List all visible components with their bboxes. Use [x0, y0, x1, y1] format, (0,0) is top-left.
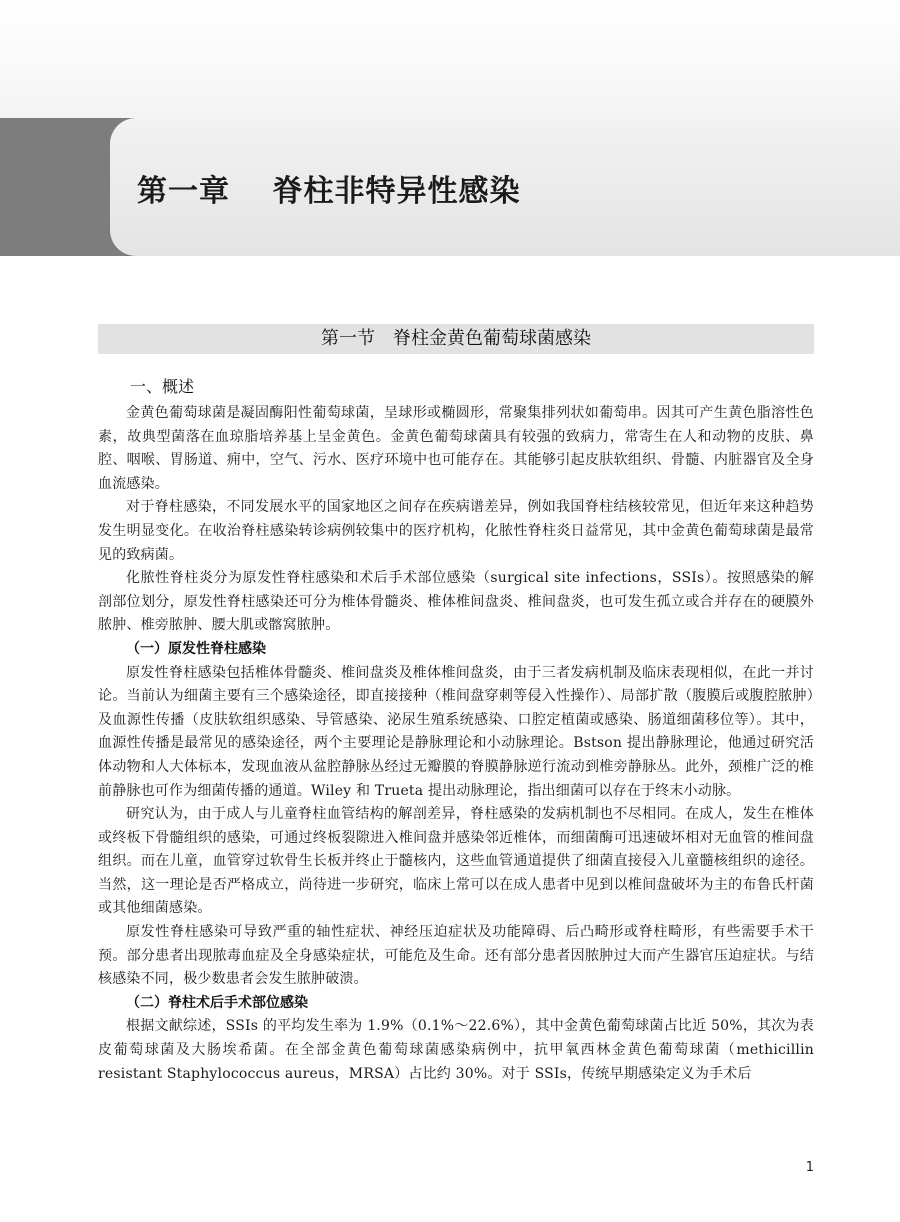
- chapter-title: 第一章 脊柱非特异性感染: [137, 174, 521, 209]
- chapter-banner: [0, 118, 900, 256]
- page-header-background: [0, 0, 900, 118]
- postop-paragraph-1: 根据文献综述，SSIs 的平均发生率为 1.9%（0.1%～22.6%），其中金黄色葡萄球菌占比近 50%，其次为表皮葡萄球菌及大肠埃希菌。在全部金黄色葡萄球菌感染病例中，抗甲氧西林金黄色葡萄球菌（methicillin resistant Staphylococcus aureus，MRSA）占比约 30%。对于 SSIs，传统早期感染定义为手术后: [98, 1018, 814, 1082]
- section-title-bar: [98, 324, 814, 354]
- overview-paragraph-3: 化脓性脊柱炎分为原发性脊柱感染和术后手术部位感染（surgical site infections，SSIs）。按照感染的解剖部位划分，原发性脊柱感染还可分为椎体骨髓炎、椎体椎间盘炎、椎间盘炎，也可发生孤立或合并存在的硬膜外脓肿、椎旁脓肿、腰大肌或髂窝脓肿。: [98, 570, 814, 634]
- primary-paragraph-2: 研究认为，由于成人与儿童脊柱血管结构的解剖差异，脊柱感染的发病机制也不尽相同。在成人，发生在椎体或终板下骨髓组织的感染，可通过终板裂隙进入椎间盘并感染邻近椎体，而细菌酶可迅速破坏相对无血管的椎间盘组织。而在儿童，血管穿过软骨生长板并终止于髓核内，这些血管通道提供了细菌直接侵入儿童髓核组织的途径。当然，这一理论是否严格成立，尚待进一步研究，临床上常可以在成人患者中见到以椎间盘破坏为主的布鲁氏杆菌或其他细菌感染。: [98, 806, 814, 917]
- primary-infection-heading: （一）原发性脊柱感染: [126, 640, 266, 657]
- page-number: 1: [805, 1160, 814, 1175]
- postop-infection-heading: （二）脊柱术后手术部位感染: [126, 994, 308, 1011]
- section-title: 第一节 脊柱金黄色葡萄球菌感染: [321, 328, 591, 349]
- primary-paragraph-1: 原发性脊柱感染包括椎体骨髓炎、椎间盘炎及椎体椎间盘炎，由于三者发病机制及临床表现相似，在此一并讨论。当前认为细菌主要有三个感染途径，即直接接种（椎间盘穿刺等侵入性操作）、局部扩散（腹膜后或腹腔脓肿）及血源性传播（皮肤软组织感染、导管感染、泌尿生殖系统感染、口腔定植菌或感染、肠道细菌移位等）。其中，血源性传播是最常见的感染途径，两个主要理论是静脉理论和小动脉理论。Bstson 提出静脉理论，他通过研究活体动物和人大体标本，发现血液从盆腔静脉丛经过无瓣膜的脊膜静脉逆行流动到椎旁静脉丛。此外，颈椎广泛的椎前静脉也可作为细菌传播的通道。Wiley 和 Trueta 提出动脉理论，指出细菌可以存在于终末小动脉。: [98, 664, 814, 799]
- primary-paragraph-3: 原发性脊柱感染可导致严重的轴性症状、神经压迫症状及功能障碍、后凸畸形或脊柱畸形，有些需要手术干预。部分患者出现脓毒血症及全身感染症状，可能危及生命。还有部分患者因脓肿过大而产生器官压迫症状。与结核感染不同，极少数患者会发生脓肿破溃。: [98, 924, 814, 988]
- overview-heading: 一、概述: [130, 377, 195, 396]
- body-text: [98, 402, 814, 1086]
- overview-paragraph-2: 对于脊柱感染，不同发展水平的国家地区之间存在疾病谱差异，例如我国脊柱结核较常见，但近年来这种趋势发生明显变化。在收治脊柱感染转诊病例较集中的医疗机构，化脓性脊柱炎日益常见，其中金黄色葡萄球菌是最常见的致病菌。: [98, 499, 814, 563]
- overview-paragraph-1: 金黄色葡萄球菌是凝固酶阳性葡萄球菌，呈球形或椭圆形，常聚集排列状如葡萄串。因其可产生黄色脂溶性色素，故典型菌落在血琼脂培养基上呈金黄色。金黄色葡萄球菌具有较强的致病力，常寄生在人和动物的皮肤、鼻腔、咽喉、胃肠道、痈中，空气、污水、医疗环境中也可能存在。其能够引起皮肤软组织、骨髓、内脏器官及全身血流感染。: [98, 405, 814, 492]
